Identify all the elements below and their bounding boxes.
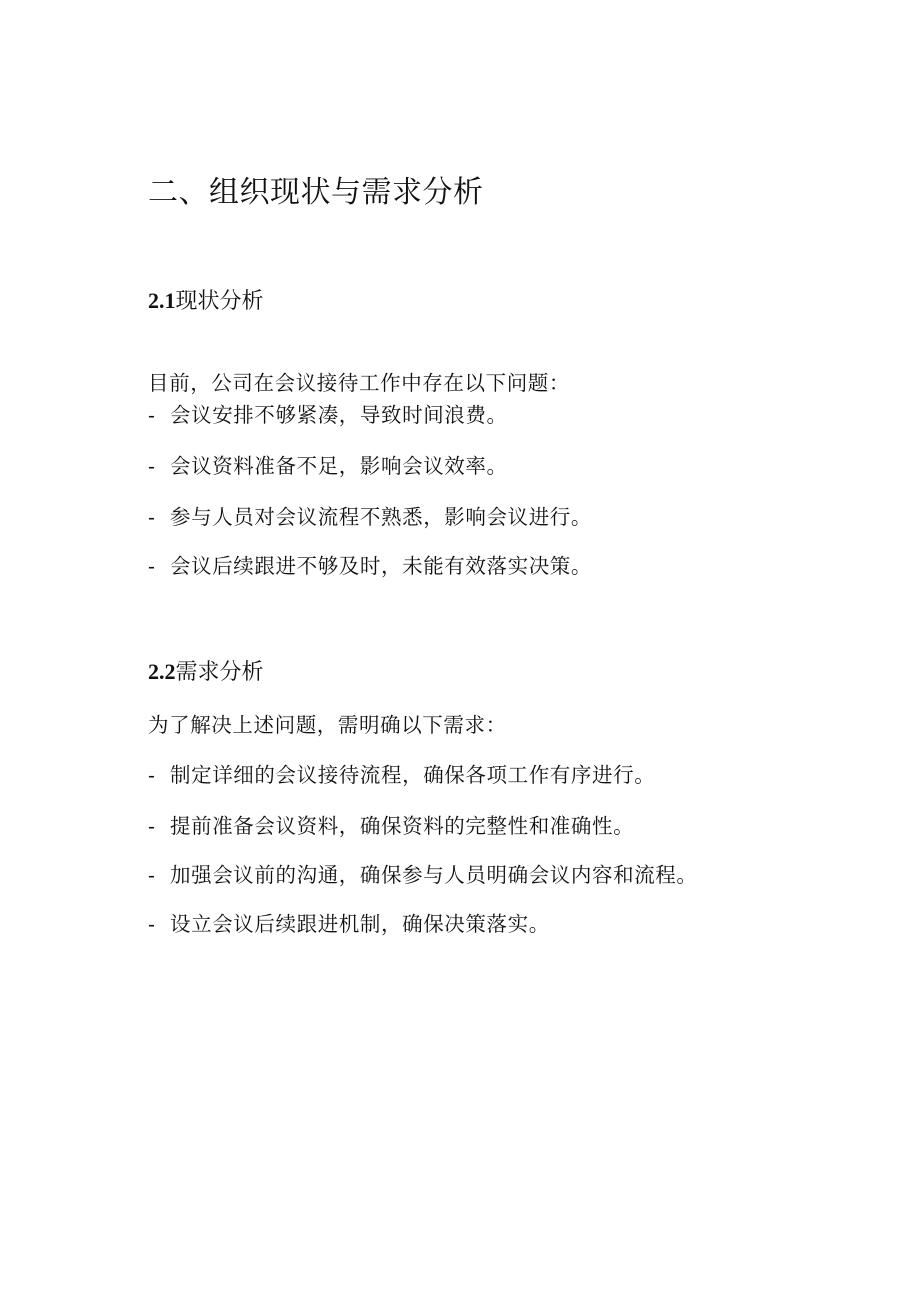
list-item [148,400,508,430]
chapter-title: 二、组织现状与需求分析 [148,175,484,210]
section-heading-requirements [148,657,264,688]
section-heading-text: 现状分析 [175,289,264,314]
list-item-text: 参与人员对会议流程不熟悉，影响会议进行。 [170,505,592,529]
list-item [148,551,592,581]
list-item-text: 会议安排不够紧凑，导致时间浪费。 [170,403,508,427]
section-heading-text: 需求分析 [175,660,264,685]
bullet-dash: - [148,912,156,936]
section-heading-current-status [148,286,264,317]
section-intro-paragraph: 目前，公司在会议接待工作中存在以下问题： [148,371,570,395]
list-item [148,860,698,890]
list-item-text: 会议后续跟进不够及时，未能有效落实决策。 [170,554,592,578]
list-item-text: 加强会议前的沟通，确保参与人员明确会议内容和流程。 [170,863,698,887]
list-item [148,502,592,532]
list-item [148,811,634,841]
bullet-dash: - [148,814,156,838]
list-item-text: 设立会议后续跟进机制，确保决策落实。 [170,912,550,936]
section-intro-paragraph: 为了解决上述问题，需明确以下需求： [148,713,507,737]
list-item [148,909,550,939]
bullet-dash: - [148,863,156,887]
bullet-dash: - [148,554,156,578]
list-item-text: 制定详细的会议接待流程，确保各项工作有序进行。 [170,763,656,787]
section-number: 2.1 [148,288,176,313]
section-number: 2.2 [148,659,176,684]
bullet-dash: - [148,763,156,787]
list-item-text: 提前准备会议资料，确保资料的完整性和准确性。 [170,814,635,838]
list-item-text: 会议资料准备不足，影响会议效率。 [170,454,508,478]
list-item [148,451,508,481]
bullet-dash: - [148,505,156,529]
bullet-dash: - [148,403,156,427]
list-item [148,760,655,790]
bullet-dash: - [148,454,156,478]
